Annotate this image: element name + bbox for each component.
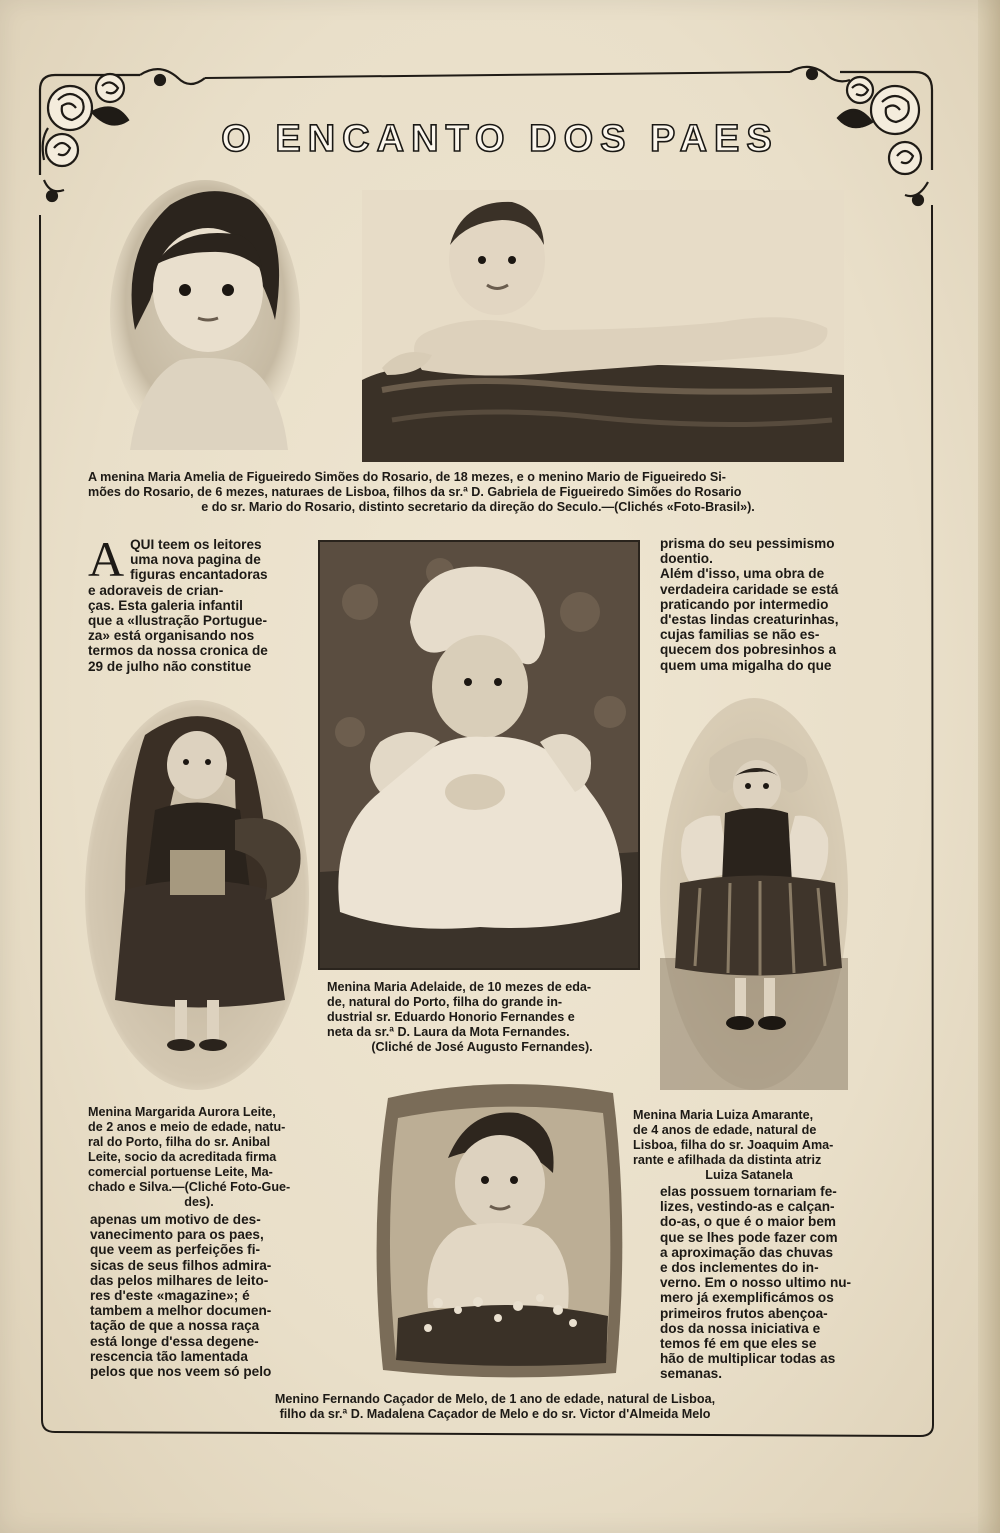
caption-line: filho da sr.ª D. Madalena Caçador de Melo e do sr. Victor d'Almeida Melo [279, 1407, 711, 1421]
body-column-2-top [660, 536, 868, 673]
body-line: que se lhes pode fazer com [660, 1229, 838, 1245]
caption-line: e do sr. Mario do Rosario, distinto secretario da direção do Seculo.—(Clichés «Foto-Brasil»). [201, 500, 755, 514]
caption-line: chado e Silva.—(Cliché Foto-Gue- [88, 1180, 291, 1194]
body-line: das pelos milhares de leito- [90, 1272, 269, 1288]
body-line: verno. Em o nosso ultimo nu- [660, 1275, 852, 1291]
body-line: apenas um motivo de des- [90, 1212, 261, 1227]
body-line: Além d'isso, uma obra de [660, 566, 825, 582]
drop-cap: A [88, 531, 125, 587]
body-line: tação de que a nossa raça [90, 1318, 260, 1334]
body-line: doentio. [660, 551, 713, 567]
caption-line: Luiza Satanela [705, 1168, 793, 1182]
body-line: 29 de julho não constitue [88, 658, 252, 674]
body-line: hão de multiplicar todas as [660, 1351, 836, 1367]
body-line: lizes, vestindo-as e calçan- [660, 1199, 835, 1215]
body-line: vanecimento para os paes, [90, 1227, 264, 1243]
body-line: do-as, o que é o maior bem [660, 1214, 836, 1230]
girl-regional-costume-image [660, 698, 848, 1090]
body-line: elas possuem tornariam fe- [660, 1184, 837, 1199]
body-line: mero já exemplificámos os [660, 1290, 834, 1306]
caption-line: Menino Fernando Caçador de Melo, de 1 ano de edade, natural de Lisboa, [274, 1392, 716, 1406]
body-line: res d'este «magazine»; é [90, 1288, 250, 1304]
body-line: tambem a melhor documen- [90, 1303, 272, 1319]
body-line: rescencia tão lamentada [90, 1348, 248, 1364]
caption-right [633, 1108, 865, 1183]
body-line: verdadeira caridade se está [660, 581, 839, 597]
body-line: sicas de seus filhos admira- [90, 1257, 272, 1273]
body-column-1-bottom [90, 1212, 310, 1379]
caption-line: Menina Maria Luiza Amarante, [633, 1108, 814, 1122]
caption-center [327, 980, 637, 1055]
body-line: quem uma migalha do que [660, 657, 832, 673]
caption-bottom [225, 1392, 765, 1422]
body-line: a aproximação das chuvas [660, 1244, 834, 1260]
photo-top-left [110, 180, 300, 450]
body-line: QUI teem os leitores [130, 537, 262, 552]
baby-boy-portrait-image [368, 1078, 630, 1380]
child-portrait-image [110, 180, 300, 450]
body-line: za» está organisando nos [88, 628, 255, 644]
caption-line: de, natural do Porto, filha do grande in- [327, 995, 563, 1009]
body-line: primeiros frutos abençoa- [660, 1305, 828, 1321]
photo-top-right [362, 190, 844, 462]
body-line: quecem dos pobresinhos a [660, 642, 837, 658]
caption-line: A menina Maria Amelia de Figueiredo Simões do Rosario, de 18 mezes, e o menino Mario de Figueiredo Si- [88, 470, 727, 484]
photo-right [660, 698, 848, 1090]
body-line: ças. Esta galeria infantil [88, 597, 243, 613]
body-line: termos da nossa cronica de [88, 643, 268, 659]
caption-line: rante e afilhada da distinta atriz [633, 1153, 822, 1167]
caption-line: des). [184, 1195, 214, 1209]
caption-line: Leite, socio da acreditada firma [88, 1150, 277, 1164]
body-line: figuras encantadoras [130, 567, 268, 583]
body-line: e dos inclementes do in- [660, 1260, 819, 1276]
body-column-2-bottom [660, 1184, 870, 1382]
body-line: e adoraveis de crian- [88, 582, 224, 598]
photo-center [318, 540, 640, 970]
caption-line: Lisboa, filha do sr. Joaquim Ama- [633, 1138, 834, 1152]
caption-line: dustrial sr. Eduardo Honorio Fernandes e [327, 1010, 575, 1024]
caption-line: Menina Maria Adelaide, de 10 mezes de eda- [327, 980, 592, 994]
body-column-1-top [88, 531, 298, 674]
caption-line: de 4 anos de edade, natural de [633, 1123, 817, 1137]
body-line: d'estas lindas creaturinhas, [660, 612, 839, 628]
body-line: uma nova pagina de [130, 552, 261, 568]
page-title: O ENCANTO DOS PAES [221, 118, 779, 160]
baby-portrait-image [362, 190, 844, 462]
caption-line: Menina Margarida Aurora Leite, [88, 1105, 276, 1119]
caption-line: de 2 anos e meio de edade, natu- [88, 1120, 286, 1134]
caption-top [88, 470, 868, 515]
body-line: pelos que nos veem só pelo [90, 1364, 272, 1380]
body-line: cujas familias se não es- [660, 627, 820, 643]
girl-regional-costume-image [85, 700, 310, 1095]
caption-line: mões do Rosario, de 6 mezes, naturaes de Lisboa, filhos da sr.ª D. Gabriela de Figueiredo Simões do Rosario [88, 485, 742, 499]
caption-line: (Cliché de José Augusto Fernandes). [371, 1040, 593, 1054]
caption-line: neta da sr.ª D. Laura da Mota Fernandes. [327, 1025, 570, 1039]
body-line: prisma do seu pessimismo [660, 536, 835, 551]
body-line: está longe d'essa degene- [90, 1333, 259, 1349]
body-line: que a «Ilustração Portugue- [88, 613, 268, 629]
caption-line: comercial portuense Leite, Ma- [88, 1165, 273, 1179]
baby-seated-image [320, 542, 638, 968]
body-line: dos da nossa iniciativa e [660, 1320, 821, 1336]
photo-bottom [368, 1078, 630, 1380]
body-line: temos fé em que eles se [660, 1336, 817, 1352]
caption-left [88, 1105, 310, 1210]
caption-line: ral do Porto, filha do sr. Anibal [88, 1135, 271, 1149]
body-line: semanas. [660, 1366, 722, 1382]
body-line: que veem as perfeições fi- [90, 1242, 260, 1258]
body-line: praticando por intermedio [660, 596, 829, 612]
photo-left [85, 700, 310, 1095]
